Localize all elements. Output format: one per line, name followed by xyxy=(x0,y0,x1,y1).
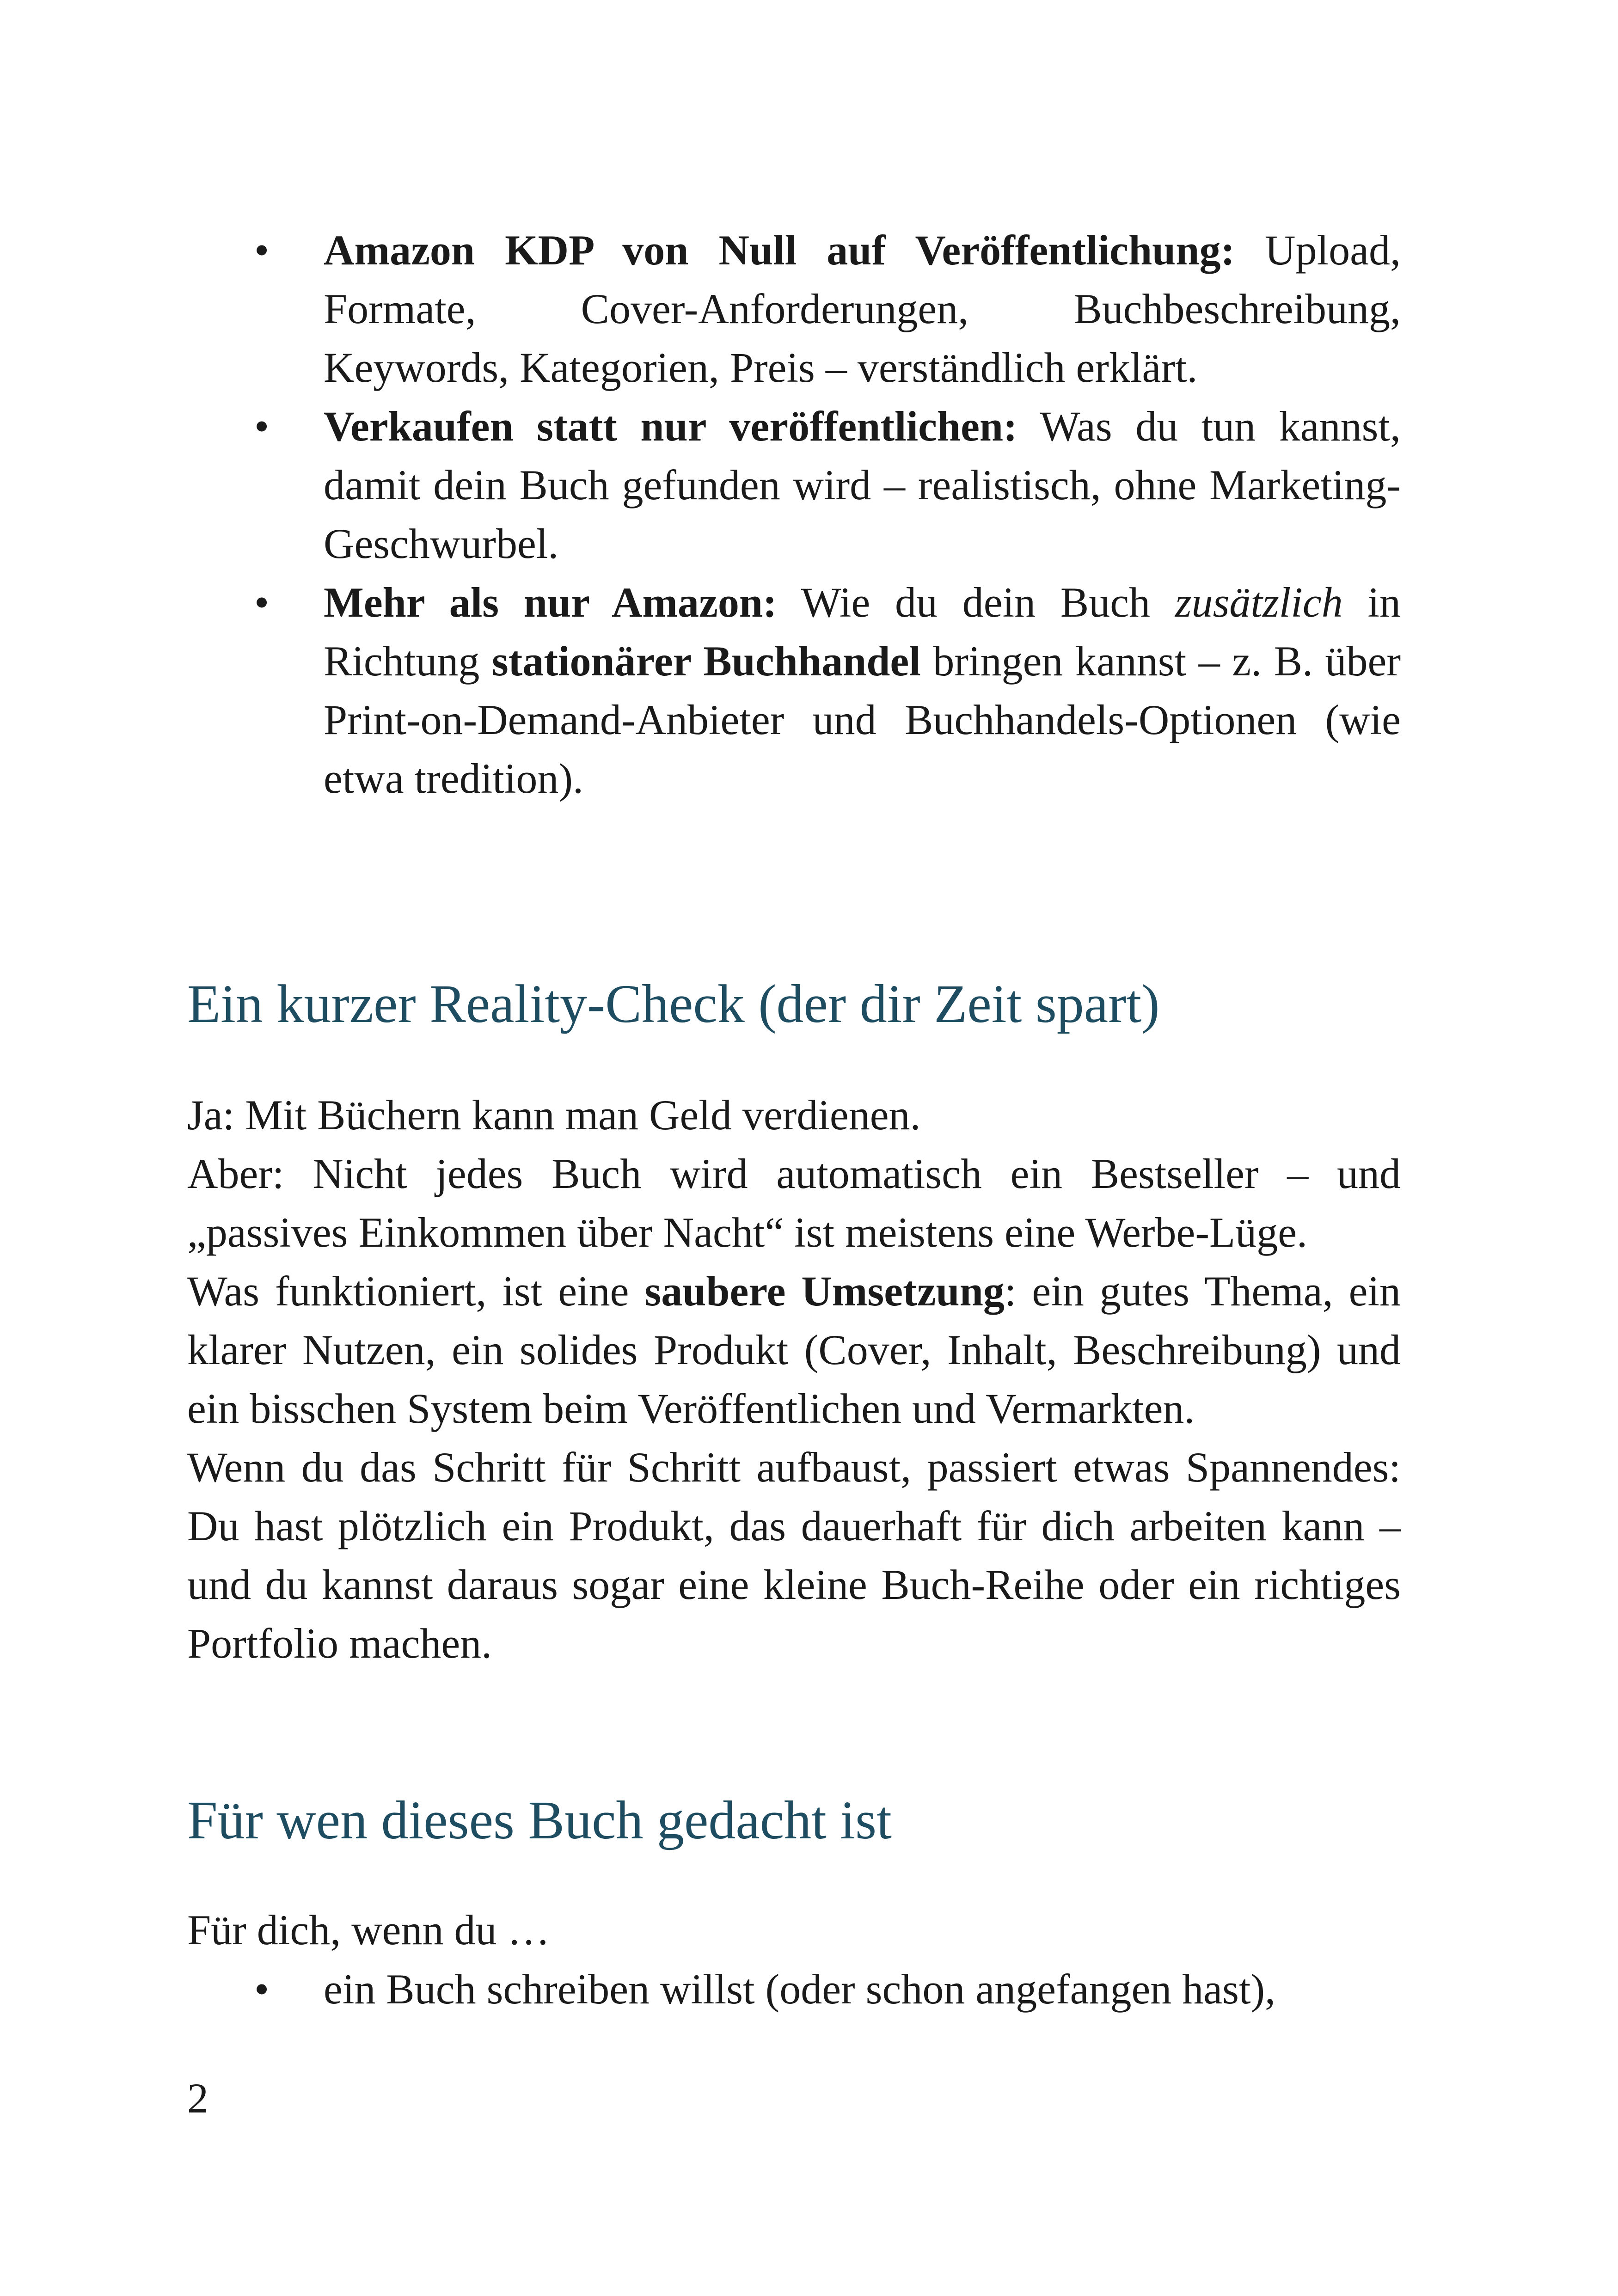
bullet-lead: Verkaufen statt nur veröffentlichen: xyxy=(324,403,1017,450)
bullet-text: in Richtung xyxy=(324,579,1401,685)
section-heading-reality-check: Ein kurzer Reality-Check (der dir Zeit spart) xyxy=(187,974,1160,1034)
bullet-text: bringen kannst – z. B. über Print-on-Demand-Anbieter und Buchhandels-Optionen (wie etwa tredition). xyxy=(324,637,1401,802)
paragraph-strong: saubere Umsetzung xyxy=(644,1267,1005,1315)
audience-intro: Für dich, wenn du … xyxy=(187,1906,550,1953)
feature-bullet-list xyxy=(252,221,1401,808)
bullet-icon: • xyxy=(254,227,270,274)
bullet-lead: Mehr als nur Amazon: xyxy=(324,579,777,626)
bullet-text: Was du tun kannst, damit dein Buch gefunden wird – realistisch, ohne Marketing-Geschwurbel. xyxy=(324,403,1401,567)
section-heading-audience: Für wen dieses Buch gedacht ist xyxy=(187,1790,892,1850)
bullet-icon: • xyxy=(254,579,270,626)
paragraph-line: Wenn du das Schritt für Schritt aufbaust, passiert etwas Spannendes: Du hast plötzlich ein Produkt, das dauerhaft für dich arbeiten kann – und du kannst daraus sogar eine kleine Buch-Reihe oder ein richtiges Portfolio machen. xyxy=(187,1444,1401,1667)
paragraph-line: Ja: Mit Büchern kann man Geld verdienen. xyxy=(187,1091,921,1139)
bullet-emphasis: zusätzlich xyxy=(1175,579,1343,626)
audience-bullet-list xyxy=(252,1960,1401,2019)
bullet-text: ein Buch schreiben willst (oder schon angefangen hast), xyxy=(324,1965,1276,2013)
bullet-lead: Amazon KDP von Null auf Veröffentlichung: xyxy=(324,227,1235,274)
bullet-icon: • xyxy=(254,403,270,450)
bullet-text: Upload, Formate, Cover-Anforderungen, Buchbeschreibung, Keywords, Kategorien, Preis – verständlich erklärt. xyxy=(324,227,1401,391)
list-item xyxy=(252,1960,1401,2019)
paragraph-text: Was funktioniert, ist eine xyxy=(187,1267,645,1315)
list-item xyxy=(252,397,1401,573)
page-number: 2 xyxy=(187,2075,208,2122)
paragraph-text: : ein gutes Thema, ein klarer Nutzen, ein solides Produkt (Cover, Inhalt, Beschreibung) und ein bisschen System beim Veröffentlichen und Vermarkten. xyxy=(187,1267,1401,1432)
paragraph-line xyxy=(187,1262,1401,1438)
paragraph-line: Aber: Nicht jedes Buch wird automatisch ein Bestseller – und „passives Einkommen über Nacht“ ist meistens eine Werbe-Lüge. xyxy=(187,1150,1401,1256)
bullet-icon: • xyxy=(254,1965,270,2013)
list-item xyxy=(252,221,1401,397)
reality-check-paragraph xyxy=(187,1086,1401,1673)
bullet-text: Wie du dein Buch xyxy=(777,579,1175,626)
list-item xyxy=(252,573,1401,808)
bullet-strong: stationärer Buchhandel xyxy=(491,637,921,685)
